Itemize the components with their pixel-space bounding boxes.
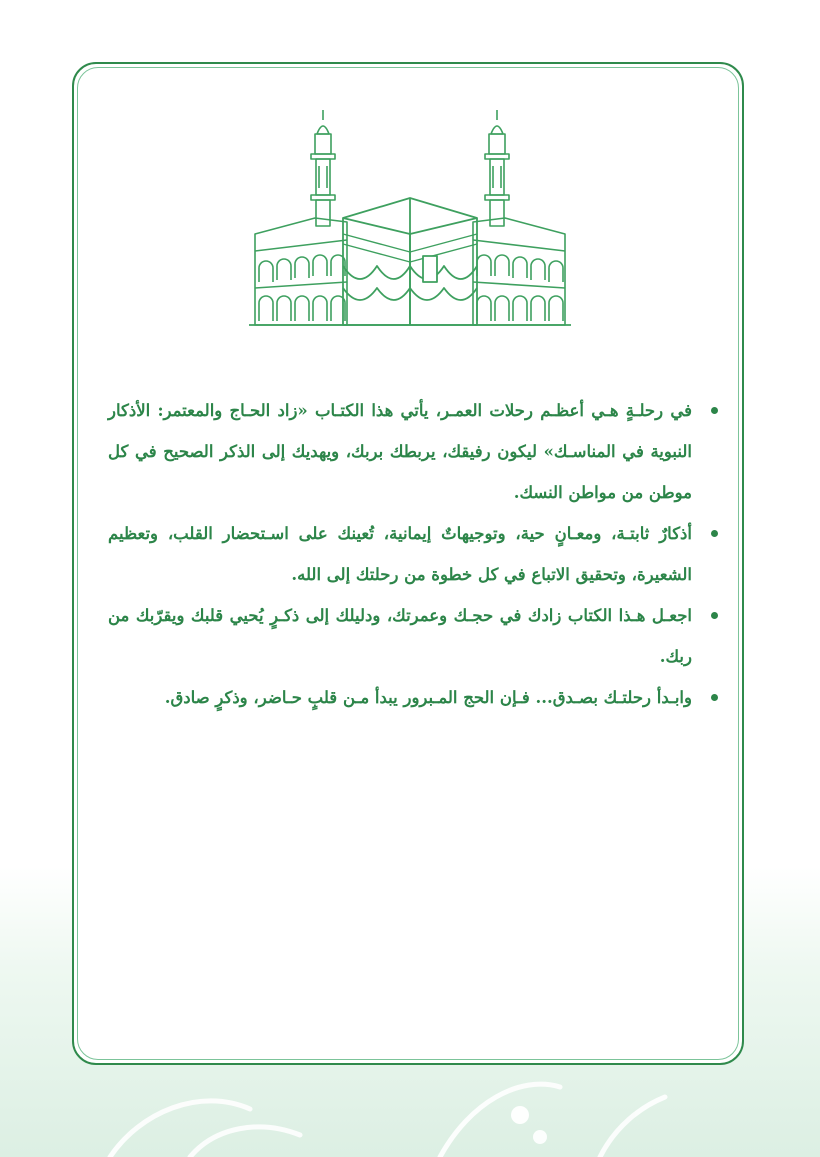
- right-minaret: [485, 110, 509, 226]
- bullet-dot: [711, 407, 718, 414]
- left-minaret: [311, 110, 335, 226]
- bullet-item: [108, 677, 720, 718]
- left-arcade: [255, 218, 347, 325]
- right-arcade: [473, 218, 565, 325]
- bullet-list: [108, 390, 720, 718]
- bullet-dot: [711, 694, 718, 701]
- bullet-dot: [711, 612, 718, 619]
- calligraphy-watermark: [0, 1057, 820, 1157]
- bullet-dot: [711, 530, 718, 537]
- bullet-text: أذكارٌ ثابتـة، ومعـانٍ حية، وتوجيهاتٌ إيمانية، تُعينك على اسـتحضار القلب، وتعظيم الشعيرة، وتحقيق الاتباع في كل خطوة من رحلتك إلى الله.: [108, 524, 692, 584]
- bullet-text: اجعـل هـذا الكتاب زادك في حجـك وعمرتك، ودليلك إلى ذكـرٍ يُحيي قلبك ويقرّبك من ربك.: [108, 606, 692, 666]
- bullet-item: [108, 390, 720, 513]
- bullet-text: وابـدأ رحلتـك بصـدق... فـإن الحج المـبرور يبدأ مـن قلبٍ حـاضر، وذكرٍ صادق.: [164, 688, 692, 707]
- bullet-text: في رحلـةٍ هـي أعظـم رحلات العمـر، يأتي هذا الكتـاب «زاد الحـاج والمعتمر: الأذكار النبوية في المناسـك» ليكون رفيقك، يربطك بربك، ويهديك إلى الذكر الصحيح في كل موطن من مواطن النسك.: [108, 401, 692, 502]
- bullet-item: [108, 595, 720, 677]
- kaaba-masjid-al-haram-icon: [247, 106, 573, 330]
- calligraphy-dot: [511, 1106, 529, 1124]
- content-card: [72, 62, 744, 1065]
- kaaba-cube: [343, 198, 477, 325]
- bullet-item: [108, 513, 720, 595]
- calligraphy-dot: [533, 1130, 547, 1144]
